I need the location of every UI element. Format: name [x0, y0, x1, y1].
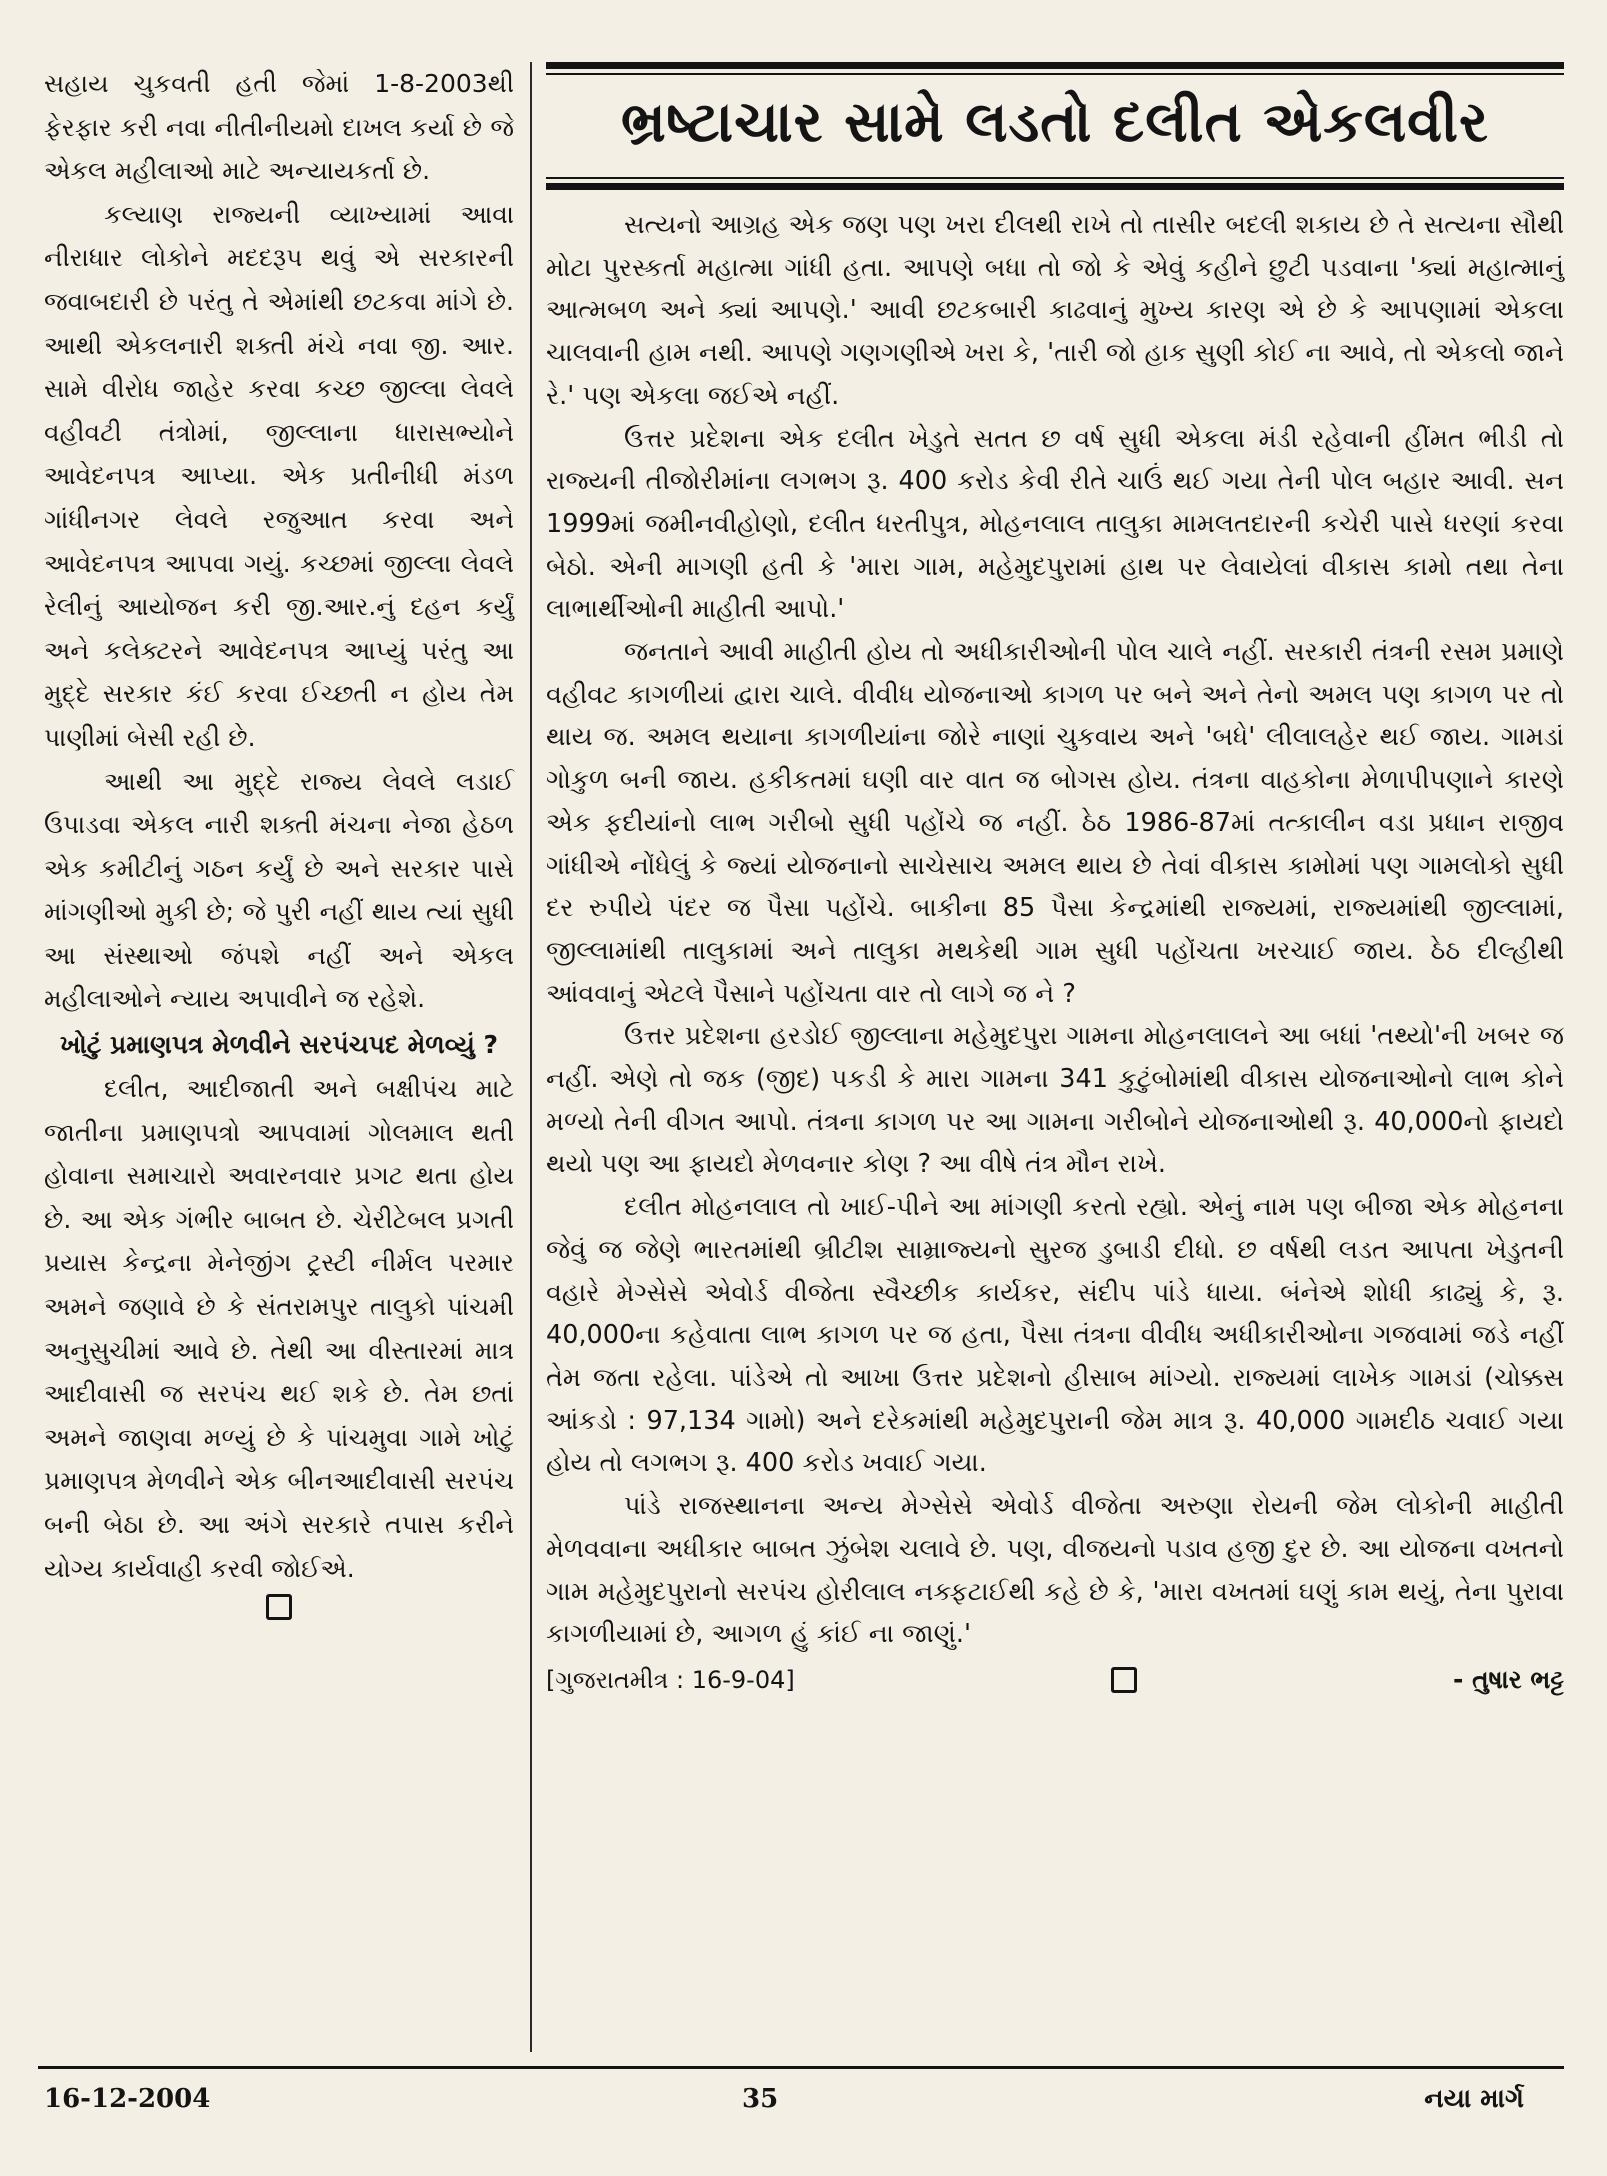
column-divider: [530, 62, 532, 2052]
left-paragraph-2: કલ્યાણ રાજ્યની વ્યાખ્યામાં આવા નીરાધાર લોકોને મદદરૂપ થવું એ સરકારની જવાબદારી છે પરંતુ તે એમાંથી છટકવા માંગે છે. આથી એકલનારી શક્તી મંચે નવા જી. આર. સામે વીરોધ જાહેર કરવા કચ્છ જીલ્લા લેવલે વહીવટી તંત્રોમાં, જીલ્લાના ધારાસભ્યોને આવેદનપત્ર આપ્યા. એક પ્રતીનીધી મંડળ ગાંધીનગર લેવલે રજુઆત કરવા અને આવેદનપત્ર આપવા ગયું. કચ્છમાં જીલ્લા લેવલે રેલીનું આયોજન કરી જી.આર.નું દહન કર્યું અને કલેક્ટરને આવેદનપત્ર આપ્યું પરંતુ આ મુદ્દે સરકાર કંઈ કરવા ઈચ્છતી ન હોય તેમ પાણીમાં બેસી રહી છે.: [44, 199, 514, 752]
left-paragraph-1: સહાય ચુકવતી હતી જેમાં 1-8-2003થી ફેરફાર કરી નવા નીતીનીયમો દાખલ કર્યા છે જે એકલ મહીલાઓ માટે અન્યાયકર્તા છે.: [44, 69, 514, 186]
left-paragraph-4: દલીત, આદીજાતી અને બક્ષીપંચ માટે જાતીના પ્રમાણપત્રો આપવામાં ગોલમાલ થતી હોવાના સમાચારો અવારનવાર પ્રગટ થતા હોય છે. આ એક ગંભીર બાબત છે. ચેરીટેબલ પ્રગતી પ્રયાસ કેન્દ્રના મેનેજીંગ ટ્રસ્ટી નીર્મલ પરમાર અમને જણાવે છે કે સંતરામપુર તાલુકો પાંચમી અનુસુચીમાં આવે છે. તેથી આ વીસ્તારમાં માત્ર આદીવાસી જ સરપંચ થઈ શકે છે. તેમ છતાં અમને જાણવા મળ્યું છે કે પાંચમુવા ગામે ખોટું પ્રમાણપત્ર મેળવીને એક બીનઆદીવાસી સરપંચ બની બેઠા છે. આ અંગે સરકારે તપાસ કરીને યોગ્ય કાર્યવાહી કરવી જોઈએ.: [44, 1074, 514, 1583]
footer-rule: [38, 2066, 1564, 2069]
end-mark-icon: [266, 1594, 292, 1620]
title-rule-top: [546, 62, 1564, 69]
title-rule-bottom: [546, 183, 1564, 190]
left-subheading: ખોટું પ્રમાણપત્ર મેળવીને સરપંચપદ મેળવ્યું ?: [59, 1030, 499, 1060]
article-source: [ગુજરાતમીત્ર : 16-9-04]: [546, 1665, 795, 1694]
end-mark-icon: [1111, 1667, 1137, 1693]
article-paragraph-6: પાંડે રાજસ્થાનના અન્ય મેગ્સેસે એવોર્ડ વીજેતા અરુણા રોયની જેમ લોકોની માહીતી મેળવવાના અધીકાર બાબત ઝુંબેશ ચલાવે છે. પણ, વીજયનો પડાવ હજી દુર છે. આ યોજના વખતનો ગામ મહેમુદપુરાનો સરપંચ હોરીલાલ નક્ફટાઈથી કહે છે કે, 'મારા વખતમાં ઘણું કામ થયું, તેના પુરાવા કાગળીયામાં છે, આગળ હું કાંઈ ના જાણું.': [546, 1491, 1564, 1650]
article-paragraph-1: સત્યનો આગ્રહ એક જણ પણ ખરા દીલથી રાખે તો તાસીર બદલી શકાય છે તે સત્યના સૌથી મોટા પુરસ્કર્તા મહાત્મા ગાંધી હતા. આપણે બધા તો જો કે એવું કહીને છુટી પડવાના 'ક્યાં મહાત્માનું આત્મબળ અને ક્યાં આપણે.' આવી છટકબારી કાઢવાનું મુખ્ય કારણ એ છે કે આપણામાં એકલા ચાલવાની હામ નથી. આપણે ગણગણીએ ખરા કે, 'તારી જો હાક સુણી કોઈ ના આવે, તો એકલો જાને રે.' પણ એકલા જઈએ નહીં.: [546, 210, 1564, 411]
publication-name: નયા માર્ગ: [1424, 2084, 1524, 2114]
article-paragraph-3: જનતાને આવી માહીતી હોય તો અધીકારીઓની પોલ ચાલે નહીં. સરકારી તંત્રની રસમ પ્રમાણે વહીવટ કાગળીયાં દ્વારા ચાલે. વીવીધ યોજનાઓ કાગળ પર બને અને તેનો અમલ પણ કાગળ પર તો થાય જ. અમલ થયાના કાગળીયાંના જોરે નાણાં ચુકવાય અને 'બધે' લીલાલહેર થઈ જાય. ગામડાં ગોકુળ બની જાય. હકીકતમાં ઘણી વાર વાત જ બોગસ હોય. તંત્રના વાહકોના મેળાપીપણાને કારણે એક ફદીયાંનો લાભ ગરીબો સુધી પહોંચે જ નહીં. ઠેઠ 1986-87માં તત્કાલીન વડા પ્રધાન રાજીવ ગાંધીએ નોંધેલું કે જ્યાં યોજનાનો સાચેસાચ અમલ થાય છે તેવાં વીકાસ કામોમાં પણ ગામલોકો સુધી દર રુપીયે પંદર જ પૈસા પહોંચે. બાકીના 85 પૈસા કેન્દ્રમાંથી રાજ્યમાં, રાજ્યમાંથી જીલ્લામાં, જીલ્લામાંથી તાલુકામાં અને તાલુકા મથકેથી ગામ સુધી પહોંચતા ખરચાઈ જાય. ઠેઠ દીલ્હીથી આંવવાનું એટલે પૈસાને પહોંચતા વાર તો લાગે જ ને ?: [546, 637, 1564, 1009]
article-body: [546, 204, 1564, 1700]
article-title-block: [546, 62, 1564, 190]
article-paragraph-2: ઉત્તર પ્રદેશના એક દલીત ખેડુતે સતત છ વર્ષ સુધી એકલા મંડી રહેવાની હીંમત ભીડી તો રાજ્યની તીજોરીમાંના લગભગ રૂ. 400 કરોડ કેવી રીતે ચાઉં થઈ ગયા તેની પોલ બહાર આવી. સન 1999માં જમીનવીહોણો, દલીત ધરતીપુત્ર, મોહનલાલ તાલુકા મામલતદારની કચેરી પાસે ધરણાં કરવા બેઠો. એની માગણી હતી કે 'મારા ગામ, મહેમુદપુરામાં હાથ પર લેવાયેલાં વીકાસ કામો તથા તેના લાભાર્થીઓની માહીતી આપો.': [546, 423, 1564, 625]
article-title: ભ્રષ્ટાચાર સામે લડતો દલીત એકલવીર: [620, 90, 1490, 155]
article-paragraph-5: દલીત મોહનલાલ તો ખાઈ-પીને આ માંગણી કરતો રહ્યો. એનું નામ પણ બીજા એક મોહનના જેવું જ જેણે ભારતમાંથી બ્રીટીશ સામ્રાજ્યનો સુરજ ડુબાડી દીધો. છ વર્ષથી લડત આપતા ખેડુતની વહારે મેગ્સેસે એવોર્ડ વીજેતા સ્વૈચ્છીક કાર્યકર, સંદીપ પાંડે ધાયા. બંનેએ શોધી કાઢ્યું કે, રૂ. 40,000ના કહેવાતા લાભ કાગળ પર જ હતા, પૈસા તંત્રના વીવીધ અધીકારીઓના ગજવામાં જડે નહીં તેમ જતા રહેલા. પાંડેએ તો આખા ઉત્તર પ્રદેશનો હીસાબ માંગ્યો. રાજ્યમાં લાખેક ગામડાં (ચોક્કસ આંકડો : 97,134 ગામો) અને દરેકમાંથી મહેમુદપુરાની જેમ માત્ર રૂ. 40,000 ગામદીઠ ચવાઈ ગયા હોય તો લગભગ રૂ. 400 કરોડ ખવાઈ ગયા.: [546, 1192, 1564, 1479]
page-number: 35: [742, 2084, 779, 2114]
page-footer: [44, 2076, 1564, 2126]
left-paragraph-3: આથી આ મુદ્દે રાજ્ય લેવલે લડાઈ ઉપાડવા એકલ નારી શક્તી મંચના નેજા હેઠળ એક કમીટીનું ગઠન કર્યું છે અને સરકાર પાસે માંગણીઓ મુકી છે; જે પુરી નહીં થાય ત્યાં સુધી આ સંસ્થાઓ જંપશે નહીં અને એકલ મહીલાઓને ન્યાય અપાવીને જ રહેશે.: [44, 766, 514, 1014]
footer-date: 16-12-2004: [44, 2084, 211, 2114]
article-credit-line: [546, 1660, 1564, 1700]
left-column: [44, 62, 514, 1620]
title-rule-bottom-thin: [546, 177, 1564, 179]
article-paragraph-4: ઉત્તર પ્રદેશના હરડોઈ જીલ્લાના મહેમુદપુરા ગામના મોહનલાલને આ બધાં 'તથ્યો'ની ખબર જ નહીં. એણે તો જક (જીદ) પકડી કે મારા ગામના 341 કુટુંબોમાંથી વીકાસ યોજનાઓનો લાભ કોને મળ્યો તેની વીગત આપો. તંત્રના કાગળ પર આ ગામના ગરીબોને યોજનાઓથી રૂ. 40,000નો ફાયદો થયો પણ આ ફાયદો મેળવનાર કોણ ? આ વીષે તંત્ર મૌન રાખે.: [546, 1021, 1564, 1180]
article-author: - તુષાર ભટ્ટ: [1453, 1664, 1564, 1694]
